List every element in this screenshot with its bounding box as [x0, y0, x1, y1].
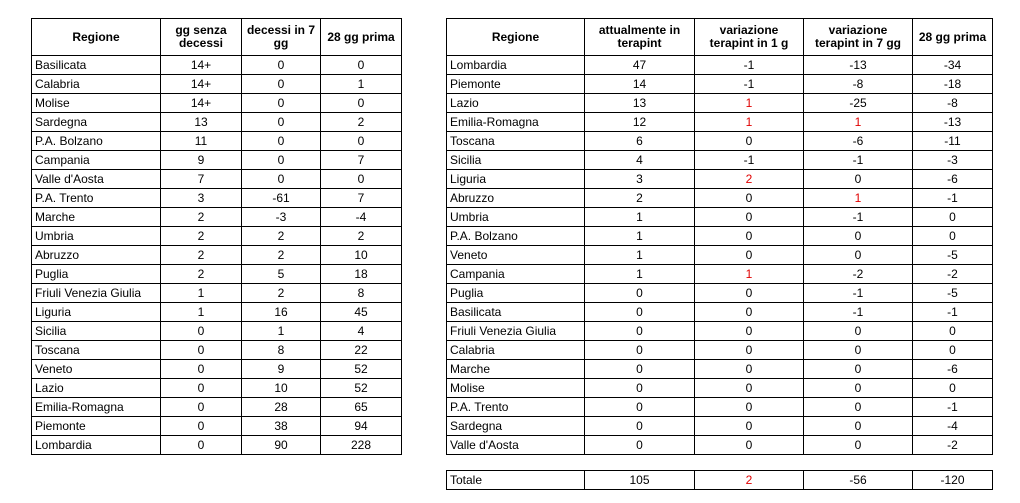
table-row	[447, 284, 993, 303]
cell-decessi-7gg: 0	[242, 94, 321, 113]
table-row	[32, 322, 402, 341]
table-row	[32, 341, 402, 360]
left-deaths-table	[31, 18, 402, 455]
cell-variazione-7gg: -1	[804, 303, 913, 322]
table-row	[32, 56, 402, 75]
cell-gg-senza-decessi: 2	[161, 208, 242, 227]
cell-decessi-7gg: -3	[242, 208, 321, 227]
cell-28gg-prima: -5	[913, 246, 993, 265]
table-row	[447, 227, 993, 246]
cell-regione: Sardegna	[32, 113, 161, 132]
cell-regione: Abruzzo	[447, 189, 585, 208]
cell-attualmente: 0	[585, 436, 695, 455]
cell-regione: Puglia	[447, 284, 585, 303]
cell-gg-senza-decessi: 0	[161, 379, 242, 398]
cell-regione: Calabria	[32, 75, 161, 94]
table-row	[447, 379, 993, 398]
cell-gg-senza-decessi: 2	[161, 227, 242, 246]
cell-variazione-7gg: -8	[804, 75, 913, 94]
cell-attualmente: 1	[585, 208, 695, 227]
table-row	[447, 246, 993, 265]
cell-decessi-7gg: 0	[242, 151, 321, 170]
right-table-body	[447, 56, 993, 455]
cell-variazione-7gg: -2	[804, 265, 913, 284]
cell-gg-senza-decessi: 13	[161, 113, 242, 132]
cell-28gg-prima: 52	[321, 360, 402, 379]
table-row	[447, 341, 993, 360]
cell-regione: Veneto	[447, 246, 585, 265]
left-header-row	[32, 19, 402, 56]
cell-28gg-prima: -4	[321, 208, 402, 227]
cell-28gg-prima: -18	[913, 75, 993, 94]
cell-variazione-7gg: 0	[804, 379, 913, 398]
table-row	[32, 227, 402, 246]
cell-decessi-7gg: 0	[242, 132, 321, 151]
cell-regione: Toscana	[32, 341, 161, 360]
cell-variazione-7gg: 0	[804, 436, 913, 455]
cell-decessi-7gg: 9	[242, 360, 321, 379]
cell-attualmente: 1	[585, 246, 695, 265]
cell-28gg-prima: 2	[321, 227, 402, 246]
cell-regione: Lazio	[447, 94, 585, 113]
total-variazione-7gg: -56	[804, 471, 913, 490]
cell-28gg-prima: 2	[321, 113, 402, 132]
table-row	[32, 94, 402, 113]
cell-decessi-7gg: 28	[242, 398, 321, 417]
cell-regione: Sicilia	[32, 322, 161, 341]
cell-regione: Liguria	[32, 303, 161, 322]
cell-variazione-1g: 0	[695, 132, 804, 151]
cell-regione: Lombardia	[32, 436, 161, 455]
cell-decessi-7gg: 0	[242, 75, 321, 94]
cell-variazione-7gg: 0	[804, 341, 913, 360]
cell-variazione-1g: 0	[695, 398, 804, 417]
cell-28gg-prima: 94	[321, 417, 402, 436]
cell-28gg-prima: 22	[321, 341, 402, 360]
cell-decessi-7gg: 0	[242, 113, 321, 132]
table-row	[32, 265, 402, 284]
cell-attualmente: 1	[585, 265, 695, 284]
table-row	[32, 151, 402, 170]
cell-regione: Friuli Venezia Giulia	[447, 322, 585, 341]
table-row	[32, 208, 402, 227]
cell-28gg-prima: -13	[913, 113, 993, 132]
cell-regione: Molise	[32, 94, 161, 113]
cell-attualmente: 0	[585, 398, 695, 417]
cell-variazione-1g: 1	[695, 265, 804, 284]
cell-variazione-7gg: 0	[804, 417, 913, 436]
cell-28gg-prima: -34	[913, 56, 993, 75]
cell-variazione-1g: 0	[695, 246, 804, 265]
cell-regione: Toscana	[447, 132, 585, 151]
cell-28gg-prima: 0	[913, 322, 993, 341]
cell-variazione-1g: 0	[695, 341, 804, 360]
header-variazione-7gg: variazione terapint in 7 gg	[804, 19, 913, 56]
cell-regione: Sicilia	[447, 151, 585, 170]
table-row	[447, 303, 993, 322]
cell-regione: Molise	[447, 379, 585, 398]
table-row	[32, 246, 402, 265]
cell-variazione-1g: 0	[695, 417, 804, 436]
cell-variazione-7gg: 0	[804, 322, 913, 341]
cell-variazione-1g: 1	[695, 113, 804, 132]
total-table	[446, 470, 993, 490]
cell-28gg-prima: 0	[913, 341, 993, 360]
total-attualmente: 105	[585, 471, 695, 490]
table-row	[447, 151, 993, 170]
cell-28gg-prima: 65	[321, 398, 402, 417]
cell-attualmente: 0	[585, 322, 695, 341]
cell-regione: Abruzzo	[32, 246, 161, 265]
table-row	[32, 75, 402, 94]
table-row	[447, 208, 993, 227]
cell-28gg-prima: -1	[913, 189, 993, 208]
cell-28gg-prima: 0	[321, 170, 402, 189]
cell-variazione-7gg: 1	[804, 113, 913, 132]
cell-variazione-1g: 0	[695, 284, 804, 303]
cell-gg-senza-decessi: 0	[161, 360, 242, 379]
header-variazione-1g: variazione terapint in 1 g	[695, 19, 804, 56]
table-row	[447, 113, 993, 132]
cell-variazione-1g: -1	[695, 151, 804, 170]
right-icu-table	[446, 18, 993, 455]
cell-decessi-7gg: 10	[242, 379, 321, 398]
cell-regione: Piemonte	[447, 75, 585, 94]
cell-28gg-prima: 18	[321, 265, 402, 284]
cell-regione: Umbria	[447, 208, 585, 227]
cell-variazione-1g: 0	[695, 379, 804, 398]
cell-variazione-7gg: 0	[804, 246, 913, 265]
cell-regione: Marche	[32, 208, 161, 227]
header-regione: Regione	[32, 19, 161, 56]
cell-regione: Basilicata	[32, 56, 161, 75]
cell-variazione-1g: 2	[695, 170, 804, 189]
cell-variazione-7gg: -25	[804, 94, 913, 113]
cell-gg-senza-decessi: 11	[161, 132, 242, 151]
cell-gg-senza-decessi: 2	[161, 246, 242, 265]
cell-28gg-prima: -6	[913, 170, 993, 189]
table-row	[447, 94, 993, 113]
table-row	[447, 132, 993, 151]
cell-attualmente: 6	[585, 132, 695, 151]
cell-regione: Lazio	[32, 379, 161, 398]
table-row	[447, 360, 993, 379]
cell-decessi-7gg: 0	[242, 170, 321, 189]
cell-variazione-7gg: 0	[804, 398, 913, 417]
header-regione: Regione	[447, 19, 585, 56]
table-row	[32, 189, 402, 208]
table-row	[32, 436, 402, 455]
table-row	[447, 170, 993, 189]
cell-regione: Calabria	[447, 341, 585, 360]
table-row	[447, 322, 993, 341]
cell-28gg-prima: 0	[321, 94, 402, 113]
header-attualmente-terapint: attualmente in terapint	[585, 19, 695, 56]
cell-gg-senza-decessi: 2	[161, 265, 242, 284]
cell-variazione-1g: 0	[695, 322, 804, 341]
cell-28gg-prima: 45	[321, 303, 402, 322]
cell-regione: P.A. Trento	[32, 189, 161, 208]
table-row	[447, 417, 993, 436]
cell-decessi-7gg: 2	[242, 284, 321, 303]
cell-decessi-7gg: 1	[242, 322, 321, 341]
header-28gg-prima: 28 gg prima	[913, 19, 993, 56]
cell-variazione-7gg: -1	[804, 208, 913, 227]
cell-regione: Puglia	[32, 265, 161, 284]
cell-gg-senza-decessi: 1	[161, 284, 242, 303]
cell-variazione-1g: -1	[695, 75, 804, 94]
total-label: Totale	[447, 471, 585, 490]
left-table-body	[32, 56, 402, 455]
cell-variazione-7gg: 0	[804, 360, 913, 379]
cell-attualmente: 0	[585, 379, 695, 398]
cell-variazione-1g: -1	[695, 56, 804, 75]
table-row	[32, 303, 402, 322]
cell-attualmente: 0	[585, 284, 695, 303]
cell-regione: Liguria	[447, 170, 585, 189]
table-row	[32, 417, 402, 436]
header-28gg-prima: 28 gg prima	[321, 19, 402, 56]
cell-28gg-prima: 52	[321, 379, 402, 398]
cell-decessi-7gg: 16	[242, 303, 321, 322]
cell-regione: Sardegna	[447, 417, 585, 436]
table-row	[447, 189, 993, 208]
cell-28gg-prima: -2	[913, 265, 993, 284]
cell-gg-senza-decessi: 0	[161, 436, 242, 455]
cell-28gg-prima: -1	[913, 398, 993, 417]
cell-28gg-prima: 228	[321, 436, 402, 455]
cell-variazione-1g: 0	[695, 189, 804, 208]
total-row	[447, 471, 993, 490]
total-variazione-1g: 2	[695, 471, 804, 490]
table-row	[447, 56, 993, 75]
cell-gg-senza-decessi: 0	[161, 398, 242, 417]
cell-regione: Piemonte	[32, 417, 161, 436]
cell-28gg-prima: -3	[913, 151, 993, 170]
cell-regione: Emilia-Romagna	[447, 113, 585, 132]
table-row	[32, 170, 402, 189]
cell-gg-senza-decessi: 0	[161, 341, 242, 360]
table-row	[447, 398, 993, 417]
cell-variazione-1g: 0	[695, 227, 804, 246]
cell-variazione-1g: 1	[695, 94, 804, 113]
cell-28gg-prima: 10	[321, 246, 402, 265]
cell-28gg-prima: 0	[913, 208, 993, 227]
cell-28gg-prima: 0	[321, 56, 402, 75]
cell-28gg-prima: 8	[321, 284, 402, 303]
cell-variazione-1g: 0	[695, 360, 804, 379]
cell-regione: P.A. Bolzano	[32, 132, 161, 151]
cell-decessi-7gg: 0	[242, 56, 321, 75]
cell-gg-senza-decessi: 9	[161, 151, 242, 170]
cell-regione: Valle d'Aosta	[32, 170, 161, 189]
table-row	[447, 75, 993, 94]
table-row	[447, 265, 993, 284]
cell-variazione-7gg: 0	[804, 227, 913, 246]
cell-regione: Friuli Venezia Giulia	[32, 284, 161, 303]
cell-28gg-prima: -1	[913, 303, 993, 322]
cell-gg-senza-decessi: 0	[161, 417, 242, 436]
cell-gg-senza-decessi: 14+	[161, 75, 242, 94]
cell-28gg-prima: 0	[913, 379, 993, 398]
cell-attualmente: 47	[585, 56, 695, 75]
cell-decessi-7gg: 38	[242, 417, 321, 436]
cell-regione: P.A. Trento	[447, 398, 585, 417]
cell-28gg-prima: -4	[913, 417, 993, 436]
cell-variazione-7gg: 1	[804, 189, 913, 208]
table-row	[447, 436, 993, 455]
cell-28gg-prima: -2	[913, 436, 993, 455]
table-row	[32, 379, 402, 398]
cell-regione: Campania	[32, 151, 161, 170]
cell-gg-senza-decessi: 7	[161, 170, 242, 189]
table-row	[32, 398, 402, 417]
cell-28gg-prima: -11	[913, 132, 993, 151]
cell-28gg-prima: 7	[321, 151, 402, 170]
cell-decessi-7gg: -61	[242, 189, 321, 208]
cell-variazione-1g: 0	[695, 436, 804, 455]
cell-regione: Umbria	[32, 227, 161, 246]
cell-decessi-7gg: 5	[242, 265, 321, 284]
cell-28gg-prima: -8	[913, 94, 993, 113]
cell-attualmente: 0	[585, 360, 695, 379]
table-row	[32, 132, 402, 151]
cell-attualmente: 4	[585, 151, 695, 170]
cell-regione: Campania	[447, 265, 585, 284]
table-row	[32, 360, 402, 379]
cell-variazione-7gg: 0	[804, 170, 913, 189]
cell-28gg-prima: -5	[913, 284, 993, 303]
cell-regione: Emilia-Romagna	[32, 398, 161, 417]
cell-28gg-prima: 0	[913, 227, 993, 246]
cell-attualmente: 13	[585, 94, 695, 113]
cell-28gg-prima: 7	[321, 189, 402, 208]
cell-attualmente: 2	[585, 189, 695, 208]
cell-decessi-7gg: 8	[242, 341, 321, 360]
header-gg-senza-decessi: gg senza decessi	[161, 19, 242, 56]
cell-regione: Marche	[447, 360, 585, 379]
cell-attualmente: 0	[585, 341, 695, 360]
cell-attualmente: 0	[585, 417, 695, 436]
table-row	[32, 113, 402, 132]
cell-variazione-7gg: -13	[804, 56, 913, 75]
cell-regione: Lombardia	[447, 56, 585, 75]
cell-variazione-1g: 0	[695, 208, 804, 227]
cell-attualmente: 3	[585, 170, 695, 189]
cell-regione: Veneto	[32, 360, 161, 379]
cell-attualmente: 1	[585, 227, 695, 246]
cell-regione: Valle d'Aosta	[447, 436, 585, 455]
total-28gg-prima: -120	[913, 471, 993, 490]
cell-gg-senza-decessi: 1	[161, 303, 242, 322]
cell-28gg-prima: 1	[321, 75, 402, 94]
cell-attualmente: 0	[585, 303, 695, 322]
cell-attualmente: 12	[585, 113, 695, 132]
cell-decessi-7gg: 2	[242, 227, 321, 246]
cell-gg-senza-decessi: 3	[161, 189, 242, 208]
cell-regione: P.A. Bolzano	[447, 227, 585, 246]
header-decessi-7gg: decessi in 7 gg	[242, 19, 321, 56]
cell-gg-senza-decessi: 14+	[161, 94, 242, 113]
cell-regione: Basilicata	[447, 303, 585, 322]
cell-28gg-prima: 0	[321, 132, 402, 151]
cell-28gg-prima: -6	[913, 360, 993, 379]
table-row	[32, 284, 402, 303]
cell-attualmente: 14	[585, 75, 695, 94]
cell-decessi-7gg: 2	[242, 246, 321, 265]
cell-variazione-1g: 0	[695, 303, 804, 322]
cell-variazione-7gg: -6	[804, 132, 913, 151]
cell-variazione-7gg: -1	[804, 284, 913, 303]
right-header-row	[447, 19, 993, 56]
cell-gg-senza-decessi: 0	[161, 322, 242, 341]
cell-decessi-7gg: 90	[242, 436, 321, 455]
cell-gg-senza-decessi: 14+	[161, 56, 242, 75]
cell-28gg-prima: 4	[321, 322, 402, 341]
cell-variazione-7gg: -1	[804, 151, 913, 170]
